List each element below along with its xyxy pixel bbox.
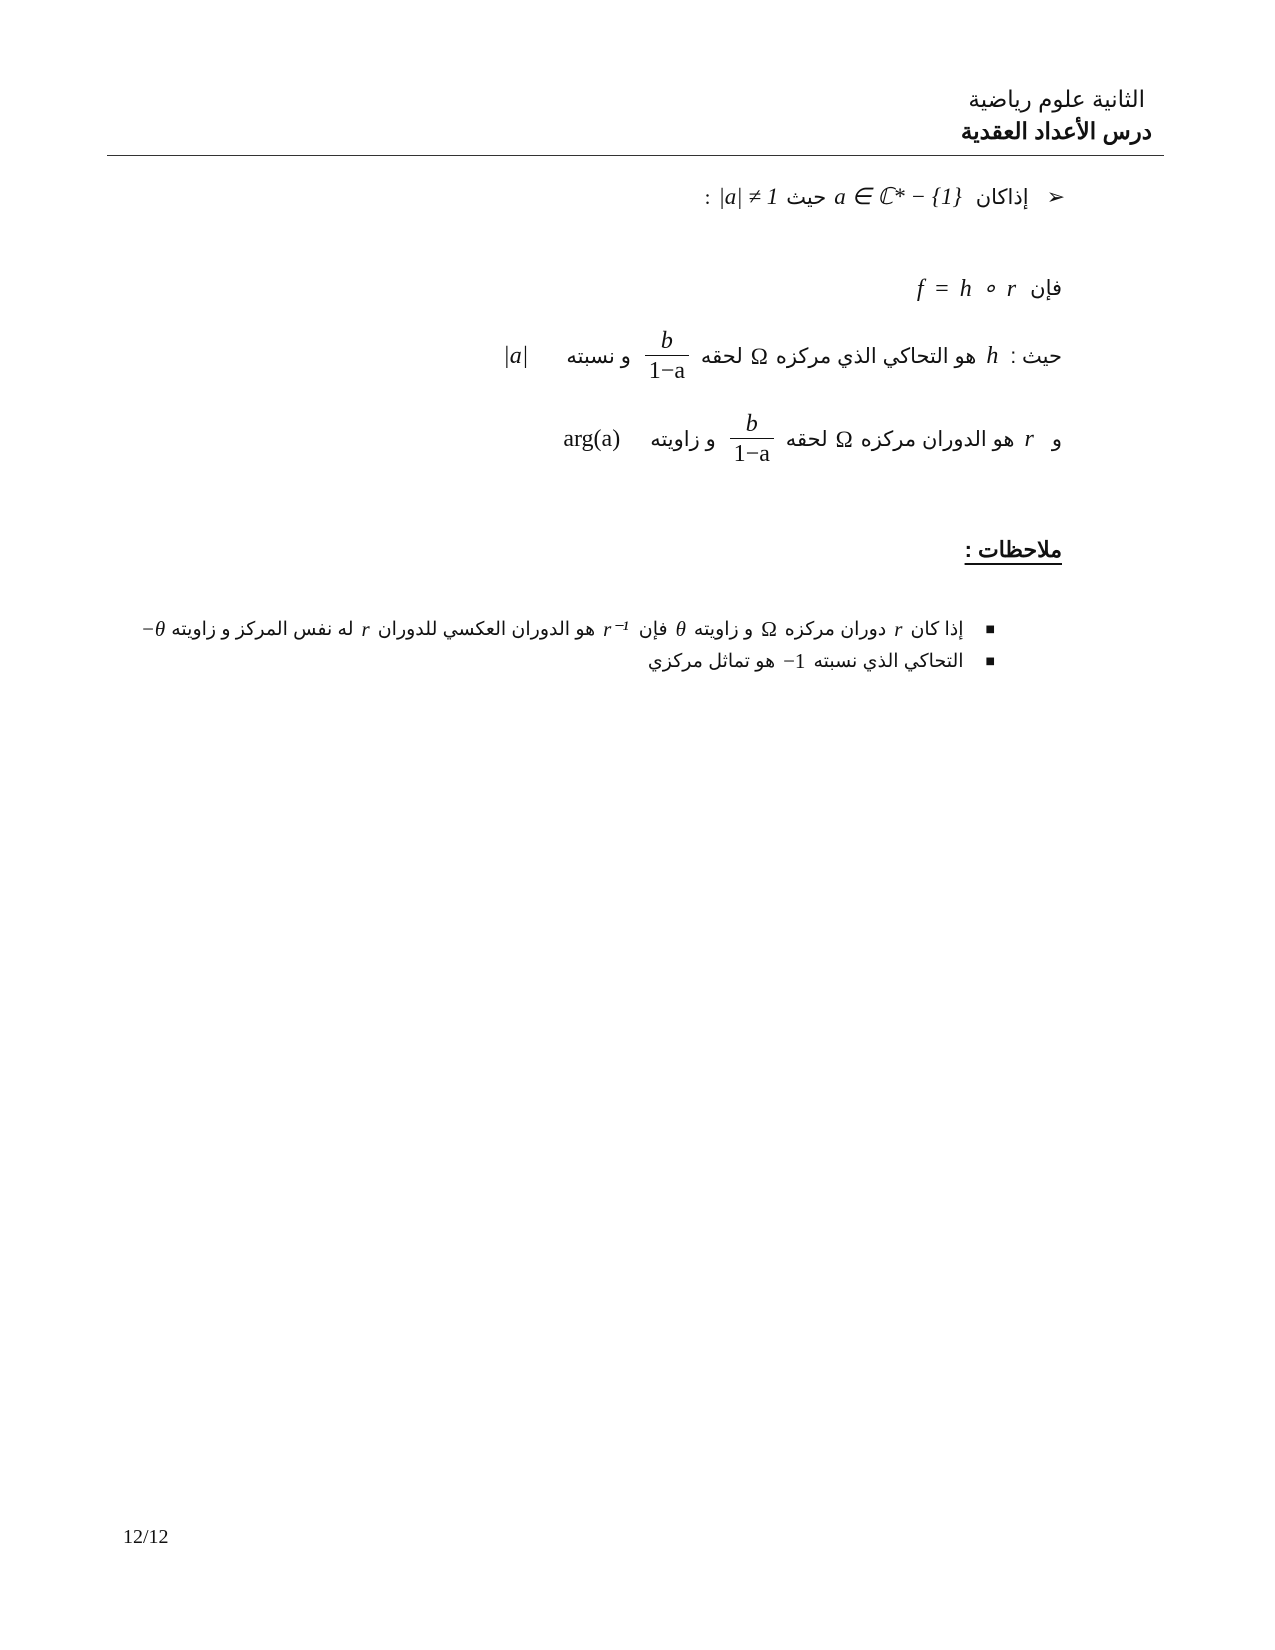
fraction-denominator: 1−a bbox=[648, 358, 685, 384]
note-text: فإن bbox=[638, 619, 668, 640]
arrow-bullet-icon: ➢ bbox=[1046, 184, 1065, 210]
course-level: الثانية علوم رياضية bbox=[968, 86, 1145, 112]
ratio-value: |a| bbox=[503, 343, 529, 369]
note-math: Ω bbox=[761, 617, 777, 641]
case-line bbox=[705, 184, 1065, 210]
notes-heading: ملاحظات : bbox=[964, 537, 1062, 562]
if-text: إذاكان bbox=[975, 185, 1029, 209]
note-math: r⁻¹ bbox=[603, 617, 629, 641]
angle-text: و زاويته bbox=[650, 428, 716, 451]
angle-value: arg(a) bbox=[563, 426, 621, 452]
note-text: التحاكي الذي نسبته bbox=[813, 651, 964, 672]
note-text: هو الدوران العكسي للدوران bbox=[377, 619, 596, 640]
note-math: θ bbox=[675, 617, 686, 641]
ratio-text: و نسبته bbox=[566, 345, 631, 368]
note-text: له نفس المركز و زاويته bbox=[171, 619, 354, 640]
note-text: و زاويته bbox=[693, 619, 754, 640]
fraction-numerator: b bbox=[660, 328, 673, 354]
note-math: r bbox=[361, 617, 370, 641]
fraction-numerator: b bbox=[745, 411, 758, 437]
page-number: 12/12 bbox=[123, 1526, 169, 1548]
condition-expression: |a| ≠ 1 bbox=[718, 184, 779, 209]
note-text: دوران مركزه bbox=[784, 619, 887, 640]
note-math: −1 bbox=[783, 649, 806, 673]
then-text: فإن bbox=[1030, 277, 1062, 300]
note-item bbox=[141, 617, 995, 642]
note-text: إذا كان bbox=[910, 619, 964, 640]
homothety-definition bbox=[503, 327, 1062, 386]
affix-text: لحقه bbox=[785, 428, 828, 451]
square-bullet-icon: ■ bbox=[985, 624, 995, 635]
result-line bbox=[917, 274, 1062, 303]
center-symbol: Ω bbox=[750, 343, 768, 369]
rotation-definition bbox=[563, 410, 1062, 469]
colon: : bbox=[704, 184, 711, 209]
lesson-title: درس الأعداد العقدية bbox=[960, 118, 1152, 144]
composition-formula: f = h ∘ r bbox=[916, 276, 1017, 302]
note-item bbox=[648, 649, 995, 674]
set-expression: a ∈ ℂ* − {1} bbox=[834, 184, 962, 209]
note-math: r bbox=[894, 617, 903, 641]
rotation-desc: هو الدوران مركزه bbox=[860, 428, 1015, 451]
homothety-desc: هو التحاكي الذي مركزه bbox=[775, 345, 977, 368]
and-text: و bbox=[1051, 428, 1062, 451]
square-bullet-icon: ■ bbox=[985, 656, 995, 667]
fraction-denominator: 1−a bbox=[733, 441, 770, 467]
affix-text: لحقه bbox=[700, 345, 743, 368]
center-symbol: Ω bbox=[835, 426, 853, 452]
homothety-var: h bbox=[986, 343, 999, 369]
note-text: هو تماثل مركزي bbox=[647, 651, 776, 672]
header-divider bbox=[107, 155, 1164, 156]
center-affix-fraction bbox=[730, 410, 774, 469]
where-text: حيث bbox=[786, 185, 827, 209]
where-text: حيث : bbox=[1010, 345, 1062, 368]
rotation-var: r bbox=[1024, 426, 1034, 452]
note-math: −θ bbox=[140, 617, 166, 641]
center-affix-fraction bbox=[645, 327, 689, 386]
